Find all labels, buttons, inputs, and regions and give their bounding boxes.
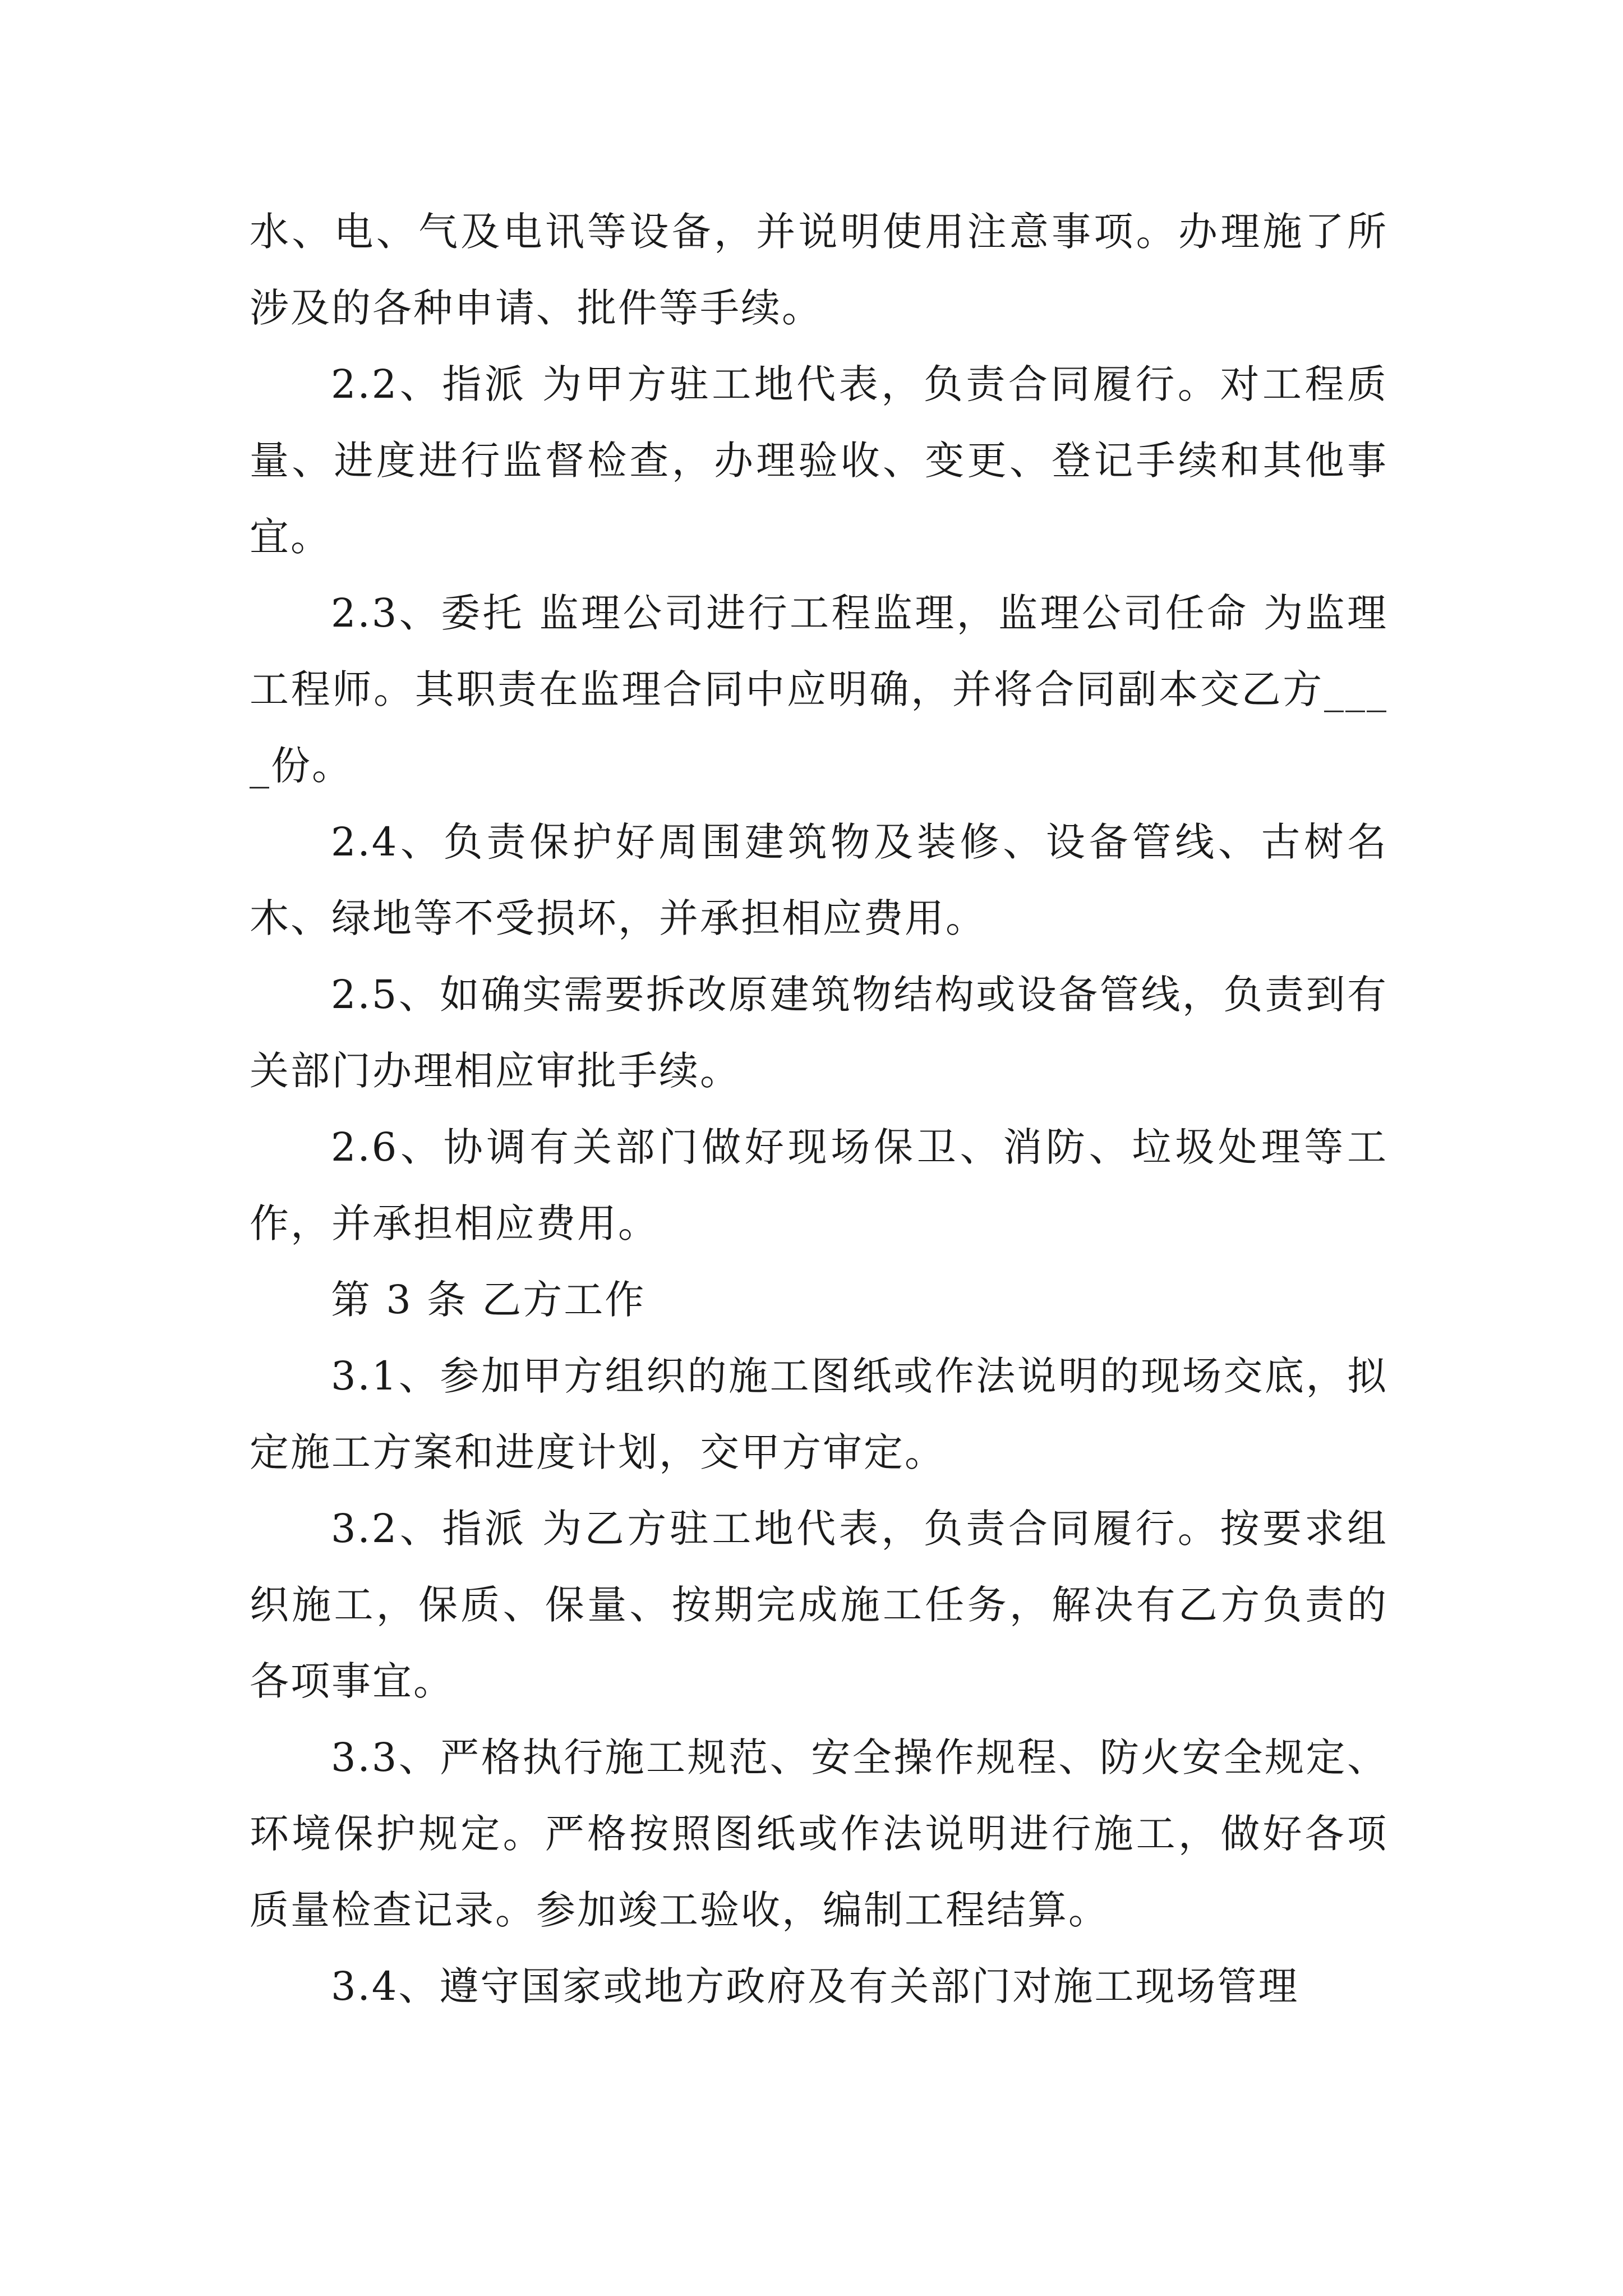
paragraph-clause-3-1: 3.1、参加甲方组织的施工图纸或作法说明的现场交底，拟定施工方案和进度计划，交甲方审定。 xyxy=(250,1353,1388,1475)
paragraph-clause-2-4: 2.4、负责保护好周围建筑物及装修、设备管线、古树名木、绿地等不受损坏，并承担相应费用。 xyxy=(250,819,1388,941)
document-page xyxy=(250,194,1388,2024)
paragraph-continuation: 水、电、气及电讯等设备，并说明使用注意事项。办理施了所涉及的各种申请、批件等手续。 xyxy=(250,209,1388,331)
paragraph-clause-2-5: 2.5、如确实需要拆改原建筑物结构或设备管线，负责到有关部门办理相应审批手续。 xyxy=(250,972,1388,1094)
paragraph-clause-3-3: 3.3、严格执行施工规范、安全操作规程、防火安全规定、环境保护规定。严格按照图纸或作法说明进行施工，做好各项质量检查记录。参加竣工验收，编制工程结算。 xyxy=(250,1734,1388,1933)
paragraph-clause-2-3: 2.3、委托 监理公司进行工程监理，监理公司任命 为监理工程师。其职责在监理合同中应明确，并将合同副本交乙方____份。 xyxy=(250,590,1388,789)
paragraph-clause-3-4: 3.4、遵守国家或地方政府及有关部门对施工现场管理 xyxy=(331,1963,1299,2009)
paragraph-clause-3-2: 3.2、指派 为乙方驻工地代表，负责合同履行。按要求组织施工，保质、保量、按期完成施工任务，解决有乙方负责的各项事宜。 xyxy=(250,1506,1388,1704)
paragraph-clause-2-6: 2.6、协调有关部门做好现场保卫、消防、垃圾处理等工作，并承担相应费用。 xyxy=(250,1124,1388,1246)
paragraph-clause-2-2: 2.2、指派 为甲方驻工地代表，负责合同履行。对工程质量、进度进行监督检查，办理验收、变更、登记手续和其他事宜。 xyxy=(250,361,1388,560)
section-heading-article-3: 第 3 条 乙方工作 xyxy=(331,1277,646,1323)
